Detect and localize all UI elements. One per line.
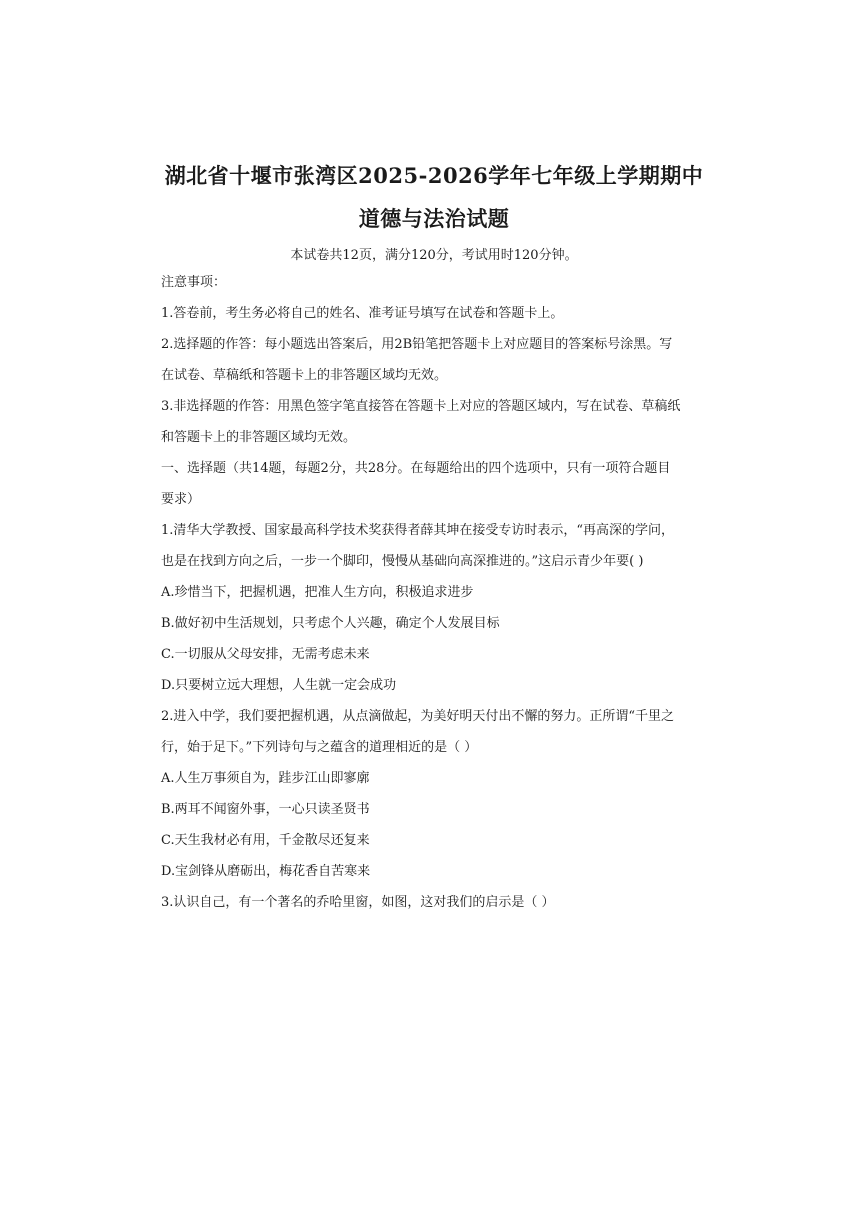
- question-3-stem: 3.认识自己，有一个著名的乔哈里窗，如图，这对我们的启示是（ ）: [161, 895, 555, 910]
- exam-title-line1: 湖北省十堰市张湾区2025-2026学年七年级上学期期中: [164, 163, 704, 188]
- note-item-3: 3.非选择题的作答：用黑色签字笔直接答在答题卡上对应的答题区域内，写在试卷、草稿纸: [161, 399, 681, 414]
- question-1-option-c: C.一切服从父母安排，无需考虑未来: [161, 647, 370, 662]
- note-item-2: 2.选择题的作答：每小题选出答案后，用2B铅笔把答题卡上对应题目的答案标号涂黑。写: [161, 337, 673, 352]
- question-2-option-d: D.宝剑锋从磨砺出，梅花香自苦寒来: [161, 864, 371, 879]
- section-heading-cont: 要求）: [161, 492, 201, 507]
- exam-info: 本试卷共12页，满分120分，考试用时120分钟。: [290, 248, 578, 263]
- question-1-option-d: D.只要树立远大理想，人生就一定会成功: [161, 678, 397, 693]
- question-1-option-b: B.做好初中生活规划，只考虑个人兴趣，确定个人发展目标: [161, 616, 500, 631]
- question-1-stem-cont: 也是在找到方向之后，一步一个脚印，慢慢从基础向高深推进的。”这启示青少年要( ): [161, 554, 644, 569]
- notes-heading: 注意事项：: [161, 275, 227, 290]
- note-item-1: 1.答卷前，考生务必将自己的姓名、准考证号填写在试卷和答题卡上。: [161, 306, 564, 321]
- question-1-option-a: A.珍惜当下，把握机遇，把准人生方向，积极追求进步: [161, 585, 474, 600]
- question-2-option-b: B.两耳不闻窗外事，一心只读圣贤书: [161, 802, 370, 817]
- section-heading: 一、选择题（共14题，每题2分，共28分。在每题给出的四个选项中，只有一项符合题目: [161, 461, 671, 476]
- question-2-option-c: C.天生我材必有用，千金散尽还复来: [161, 833, 370, 848]
- exam-title-line2: 道德与法治试题: [358, 206, 510, 231]
- question-2-option-a: A.人生万事须自为，跬步江山即寥廓: [161, 771, 370, 786]
- question-2-stem: 2.进入中学，我们要把握机遇，从点滴做起，为美好明天付出不懈的努力。正所谓“千里之: [161, 709, 675, 724]
- question-1-stem: 1.清华大学教授、国家最高科学技术奖获得者薛其坤在接受专访时表示，“再高深的学问，: [161, 523, 675, 538]
- note-item-3-cont: 和答题卡上的非答题区域均无效。: [161, 430, 357, 445]
- question-2-stem-cont: 行，始于足下。”下列诗句与之蕴含的道理相近的是（ ）: [161, 740, 478, 755]
- note-item-2-cont: 在试卷、草稿纸和答题卡上的非答题区域均无效。: [161, 368, 448, 383]
